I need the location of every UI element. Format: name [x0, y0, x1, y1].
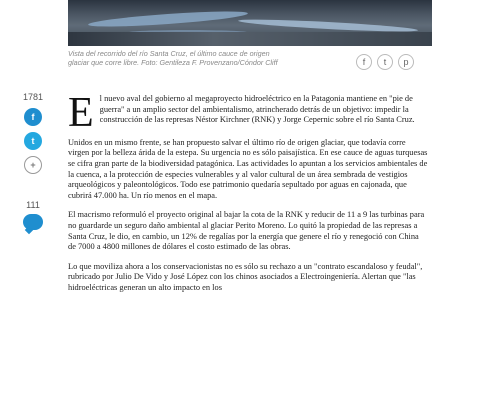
more-share-icon[interactable]: + — [24, 156, 42, 174]
article-body — [68, 90, 428, 303]
hill-shape — [68, 32, 432, 46]
river-shape — [88, 8, 248, 29]
photo-caption: Vista del recorrido del río Santa Cruz, el último cauce de origen glaciar que corre libre. Foto: Gentileza F. Provenzano/Cóndor Cliff — [68, 49, 278, 67]
comments-count: 111 — [26, 200, 40, 210]
paragraph-text: l nuevo aval del gobierno al megaproyecto hidroeléctrico en la Patagonia mantiene en "pie de guerra" a un amplio sector del ambientalismo, atrincherado detrás de un objetivo: impedir la construcción de las represas Néstor Kirchner (RNK) y Jorge Cepernic sobre el río Santa Cruz. — [99, 94, 415, 125]
facebook-share-icon[interactable]: f — [356, 54, 372, 70]
comments-icon[interactable] — [23, 214, 43, 230]
drop-cap: E — [68, 90, 94, 136]
twitter-share-icon[interactable]: t — [377, 54, 393, 70]
pinterest-share-icon[interactable]: p — [398, 54, 414, 70]
article-paragraph — [68, 90, 428, 136]
social-rail — [22, 92, 44, 230]
hero-photo — [68, 0, 432, 46]
article-paragraph: Unidos en un mismo frente, se han propuesto salvar el último río de origen glaciar, que todavía corre virgen por la belleza árida de la estepa. Su urgencia no es sólo paisajística. En ese cauce de aguas turquesas se cifra gran parte de la biodiversidad patagónica. Las actividades lo apuntan a los servicios ambientales de la cuenca, a la protección de especies vulnerables y al valor cultural de un área sembrada de vestigios arqueológicos y paleontológicos. Todo ese patrimonio quedaría sepultado por aguas en cajonada, que cubrirá 47.000 ha. Un río menos en el mapa. — [68, 137, 428, 200]
twitter-icon[interactable]: t — [24, 132, 42, 150]
photo-share-buttons — [356, 54, 414, 70]
article-paragraph: Lo que moviliza ahora a los conservacionistas no es sólo su rechazo a un "contrato escandaloso y feudal", rubricado por Julio De Vido y José López con los chinos asociados a Electroingeniería. Alertan que "las hidroeléctricas generan un alto impacto en los — [68, 261, 423, 292]
article-paragraph: El macrismo reformuló el proyecto original al bajar la cota de la RNK y reducir de 11 a 9 las turbinas para no guardarde un seguro daño ambiental al glaciar Perito Moreno. Lo quitó la propiedad de las represas a Santa Cruz, le dio, en cambio, un 12% de regalías por la energía que genere el río y renegoció con China de 7000 a 4800 millones de dólares el costo estimado de las obras. — [68, 210, 425, 252]
facebook-icon[interactable]: f — [24, 108, 42, 126]
share-count: 1781 — [22, 92, 44, 102]
